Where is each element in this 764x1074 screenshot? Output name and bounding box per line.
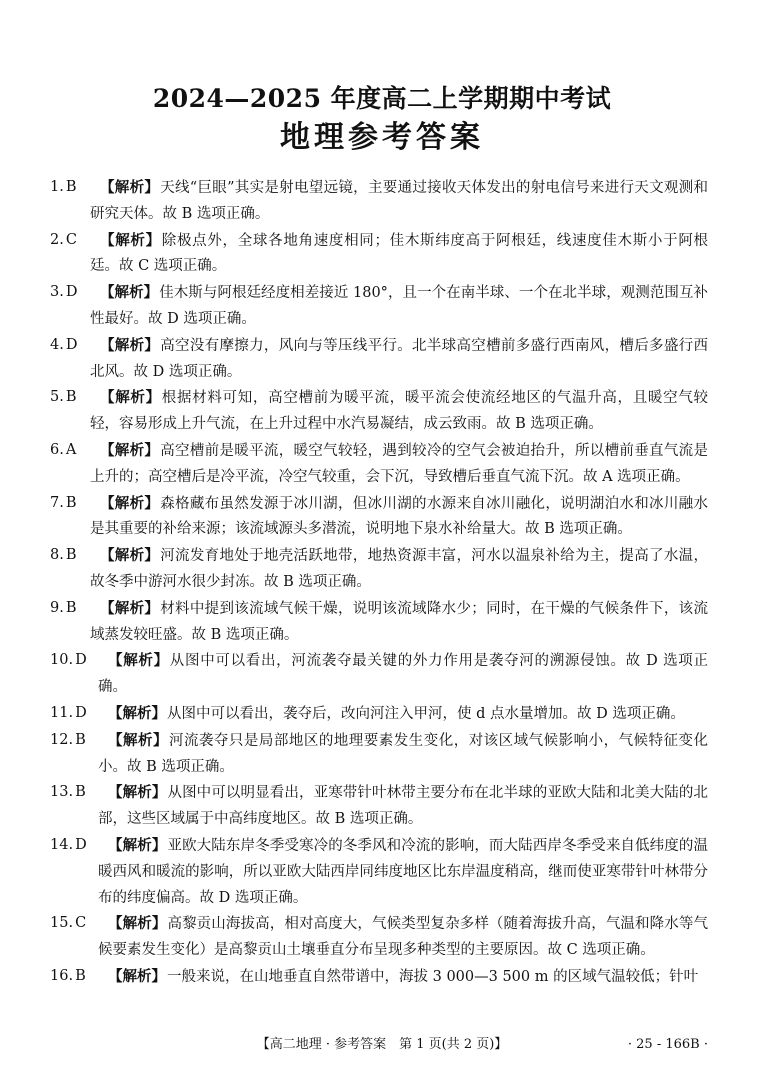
analysis-tag: 【解析】 (108, 836, 167, 854)
analysis-tag: 【解析】 (108, 915, 167, 933)
answer-number (50, 833, 87, 859)
question-number: 5. (50, 389, 64, 406)
answer-number (50, 438, 76, 464)
question-number: 8. (50, 547, 64, 564)
analysis-tag: 【解析】 (100, 231, 161, 249)
analysis-tag: 【解析】 (100, 599, 160, 617)
question-number: 7. (50, 494, 64, 511)
question-number: 15. (50, 915, 74, 932)
analysis-tag: 【解析】 (100, 547, 160, 565)
answer-item (50, 333, 708, 386)
answer-choice: B (75, 731, 86, 748)
question-number: 16. (50, 967, 74, 984)
answer-choice: B (65, 389, 77, 406)
answer-explanation (90, 438, 708, 491)
explanation-text: 天线“巨眼”其实是射电望远镜，主要通过接收天体发出的射电信号来进行天文观测和研究天体。故 B 选项正确。 (90, 180, 708, 222)
question-number: 14. (50, 836, 74, 853)
analysis-tag: 【解析】 (108, 784, 167, 802)
explanation-text: 从图中可以明显看出，亚寒带针叶林带主要分布在北半球的亚欧大陆和北美大陆的北部，这些区域属于中高纬度地区。故 B 选项正确。 (98, 785, 708, 828)
answer-explanation (98, 780, 708, 833)
footer-page-info: 【高二地理 · 参考答案 第 1 页(共 2 页)】 (256, 1037, 508, 1052)
answer-choice: B (75, 967, 86, 984)
explanation-text: 材料中提到该流域气候干燥，说明该流域降水少；同时，在干燥的气候条件下，该流域蒸发较旺盛。故 B 选项正确。 (90, 600, 708, 643)
answer-item (50, 964, 708, 991)
answer-choice: B (75, 784, 86, 801)
explanation-text: 根据材料可知，高空槽前为暖平流，暖平流会使流经地区的气温升高，且暖空气较轻，容易形成上升气流，在上升过程中水汽易凝结，成云致雨。故 B 选项正确。 (90, 390, 709, 433)
answer-choice: B (65, 494, 77, 511)
answer-item (50, 648, 708, 701)
answer-explanation (98, 964, 708, 991)
page-footer (0, 1034, 764, 1056)
answer-choice: D (75, 652, 87, 669)
answer-number (50, 728, 86, 754)
answer-number (50, 648, 87, 674)
answer-number (50, 701, 87, 727)
answer-number (50, 175, 77, 201)
answer-number (50, 543, 77, 569)
answer-explanation (98, 911, 708, 964)
analysis-tag: 【解析】 (100, 336, 160, 354)
answer-explanation (90, 596, 708, 649)
analysis-tag: 【解析】 (100, 441, 160, 459)
answer-choice: C (65, 231, 77, 248)
answer-choice: B (65, 547, 77, 564)
answer-item (50, 780, 708, 833)
answer-list (50, 175, 708, 991)
answer-item (50, 280, 708, 333)
answer-choice: D (75, 836, 87, 853)
analysis-tag: 【解析】 (100, 284, 159, 302)
answer-number (50, 280, 77, 306)
answer-explanation (90, 385, 708, 438)
answer-number (50, 911, 86, 937)
answer-item (50, 701, 708, 728)
answer-number (50, 780, 86, 806)
answer-choice: D (65, 336, 78, 353)
answer-item (50, 596, 708, 649)
question-number: 1. (50, 179, 64, 195)
answer-number (50, 964, 86, 990)
explanation-text: 河流袭夺只是局部地区的地理要素发生变化，对该区域气候影响小，气候特征变化小。故 B 选项正确。 (98, 732, 709, 775)
exam-title: 2024—2025 年度高二上学期期中考试 (152, 84, 612, 113)
analysis-tag: 【解析】 (108, 652, 169, 670)
answer-item (50, 491, 708, 544)
explanation-text: 高空槽前是暖平流，暖空气较轻，遇到较冷的空气会被迫抬升，所以槽前垂直气流是上升的；高空槽后是冷平流，冷空气较重，会下沉，导致槽后垂直气流下沉。故 A 选项正确。 (90, 442, 708, 485)
question-number: 4. (50, 336, 64, 353)
answer-item (50, 385, 708, 438)
explanation-text: 一般来说，在山地垂直自然带谱中，海拔 3 000—3 500 m 的区域气温较低；针叶 (167, 968, 699, 985)
explanation-text: 从图中可以看出，河流袭夺最关键的外力作用是袭夺河的溯源侵蚀。故 D 选项正确。 (98, 653, 709, 696)
answer-explanation (90, 280, 708, 333)
answer-number (50, 491, 77, 517)
answer-item (50, 911, 708, 964)
answer-explanation (98, 728, 708, 781)
footer-doc-code: · 25 - 166B · (627, 1037, 708, 1052)
answer-choice: A (65, 441, 77, 458)
explanation-text: 佳木斯与阿根廷经度相差接近 180°，且一个在南半球、一个在北半球，观测范围互补性最好。故 D 选项正确。 (90, 285, 708, 327)
answer-number (50, 228, 77, 254)
answer-explanation (90, 543, 708, 596)
analysis-tag: 【解析】 (108, 967, 166, 985)
question-number: 6. (50, 441, 64, 458)
answer-number (50, 596, 77, 622)
answer-number (50, 333, 77, 359)
question-number: 11. (50, 704, 74, 721)
answer-choice: D (75, 704, 87, 721)
answer-item (50, 833, 708, 911)
question-number: 12. (50, 731, 74, 748)
answer-item (50, 438, 708, 491)
answer-explanation (90, 175, 708, 228)
answer-choice: B (65, 179, 77, 195)
question-number: 10. (50, 652, 74, 669)
answer-explanation (90, 491, 708, 544)
question-number: 13. (50, 784, 74, 801)
explanation-text: 森格藏布虽然发源于冰川湖，但冰川湖的水源来自冰川融化，说明湖泊水和冰川融水是其重要的补给来源；该流域源头多潜流，说明地下泉水补给量大。故 B 选项正确。 (90, 495, 708, 538)
answer-explanation (90, 333, 708, 386)
answer-explanation (98, 648, 708, 701)
explanation-text: 河流发育地处于地壳活跃地带，地热资源丰富，河水以温泉补给为主，提高了水温，故冬季中游河水很少封冻。故 B 选项正确。 (90, 548, 708, 590)
answer-choice: C (75, 915, 87, 932)
explanation-text: 除极点外，全球各地角速度相同；佳木斯纬度高于阿根廷，线速度佳木斯小于阿根廷。故 C 选项正确。 (90, 232, 709, 275)
analysis-tag: 【解析】 (108, 731, 168, 749)
explanation-text: 亚欧大陆东岸冬季受寒冷的冬季风和冷流的影响，而大陆西岸冬季受来自低纬度的温暖西风和暖流的影响，所以亚欧大陆西岸同纬度地区比东岸温度稍高，继而使亚寒带针叶林带分布的纬度偏高。故 D 选项正确。 (98, 837, 708, 906)
answer-item (50, 175, 708, 228)
explanation-text: 高空没有摩擦力，风向与等压线平行。北半球高空槽前多盛行西南风，槽后多盛行西北风。故 D 选项正确。 (90, 337, 708, 380)
answer-number (50, 385, 77, 411)
answer-item (50, 728, 708, 781)
answer-item (50, 543, 708, 596)
answer-explanation (90, 228, 708, 281)
question-number: 9. (50, 599, 64, 616)
answer-explanation (98, 701, 708, 728)
answer-item (50, 228, 708, 281)
analysis-tag: 【解析】 (108, 704, 166, 722)
analysis-tag: 【解析】 (100, 494, 160, 512)
analysis-tag: 【解析】 (100, 389, 161, 407)
answer-explanation (98, 833, 708, 911)
page-title: 地理参考答案 (280, 120, 484, 155)
explanation-text: 从图中可以看出，袭夺后，改向河注入甲河，使 d 点水量增加。故 D 选项正确。 (167, 705, 685, 722)
explanation-text: 高黎贡山海拔高，相对高度大，气候类型复杂多样（随着海拔升高，气温和降水等气候要素发生变化）是高黎贡山土壤垂直分布呈现多种类型的主要原因。故 C 选项正确。 (98, 916, 708, 959)
question-number: 2. (50, 231, 64, 248)
answer-choice: D (65, 284, 78, 301)
analysis-tag: 【解析】 (100, 179, 160, 196)
answer-choice: B (65, 599, 77, 616)
question-number: 3. (50, 284, 64, 301)
